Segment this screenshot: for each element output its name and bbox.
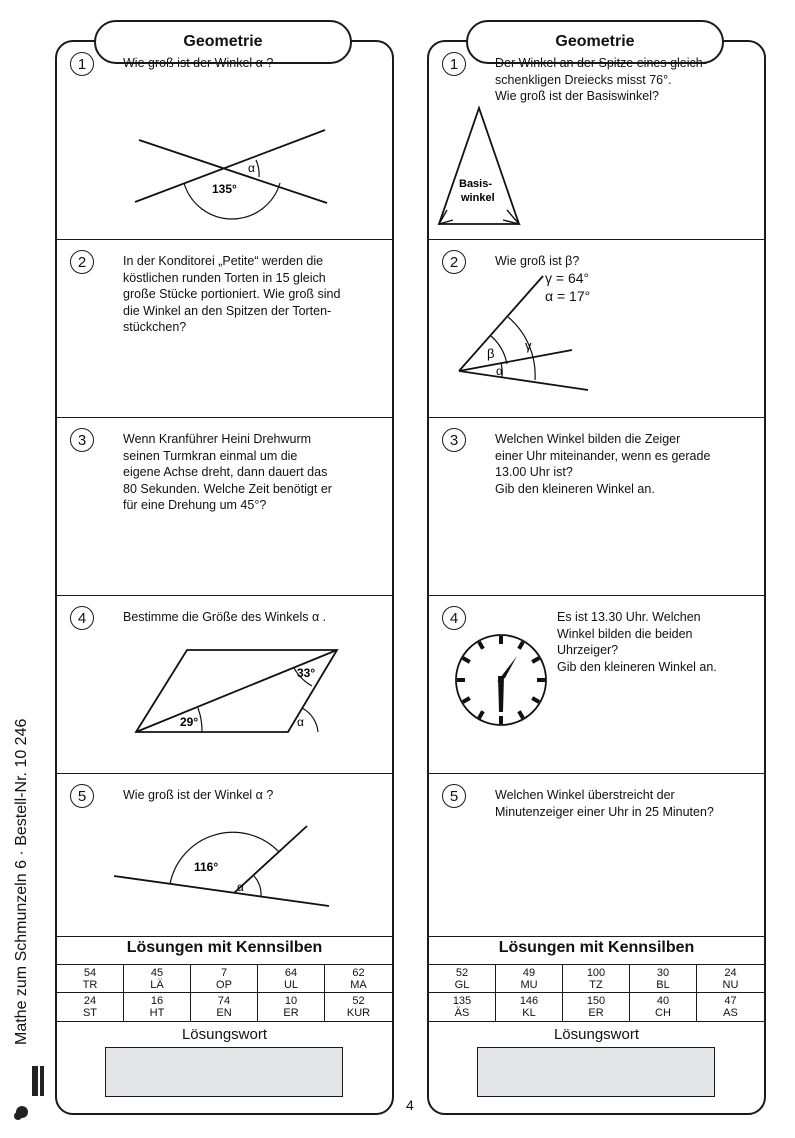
line-angle-figure [109, 818, 339, 918]
solution-cell: 135 ÄS [429, 993, 496, 1021]
solution-cell: 100 TZ [563, 965, 630, 993]
solution-cell: 24 ST [57, 993, 124, 1021]
angle-label-alpha: α [237, 880, 244, 894]
solution-word-box[interactable] [477, 1047, 715, 1097]
task-3 [429, 418, 764, 596]
solution-word-box[interactable] [105, 1047, 343, 1097]
solution-cell: 16 HT [124, 993, 191, 1021]
task-number: 3 [442, 428, 466, 452]
angle-label-135: 135° [212, 182, 237, 196]
clock-figure [453, 632, 549, 728]
task-question: Der Winkel an der Spitze eines gleich- schenkligen Dreiecks misst 76°. Wie groß ist der Basiswinkel? [495, 56, 707, 103]
triangle-label-line2: winkel [461, 192, 495, 204]
solution-cell: 150 ER [563, 993, 630, 1021]
task-number: 1 [442, 52, 466, 76]
task-4 [429, 596, 764, 774]
angle-label-gamma: γ [525, 338, 532, 353]
task-1 [429, 42, 764, 240]
given-alpha: α = 17° [545, 288, 591, 304]
solution-cell: 49 MU [496, 965, 563, 993]
task-number: 1 [70, 52, 94, 76]
angle-label-beta: β [487, 346, 495, 361]
intersecting-lines-figure [127, 120, 337, 220]
page-number: 4 [406, 1097, 414, 1113]
card-title: Geometrie [466, 20, 724, 64]
task-5 [429, 774, 764, 937]
solutions-title: Lösungen mit Kennsilben [126, 939, 323, 956]
angle-label-alpha: α [248, 161, 255, 175]
task-question: Wie groß ist der Winkel α ? [123, 56, 274, 70]
task-question: Wenn Kranführer Heini Drehwurm seinen Turmkran einmal um die eigene Achse dreht, dann dauert das 80 Sekunden. Welche Zeit benötigt er für eine Drehung um 45°? [123, 432, 332, 512]
solution-cell: 40 CH [630, 993, 697, 1021]
angle-label-116: 116° [194, 860, 219, 874]
given-gamma: γ = 64° [545, 270, 590, 286]
task-5 [57, 774, 392, 937]
angle-label-alpha: α [297, 715, 304, 729]
solution-cell: 52 KUR [346, 995, 371, 1019]
angle-label-29: 29° [180, 715, 199, 729]
task-2 [429, 240, 764, 418]
task-question: Welchen Winkel überstreicht der Minutenzeiger einer Uhr in 25 Minuten? [495, 788, 714, 819]
task-number: 4 [442, 606, 466, 630]
solution-cell: 54 TR [57, 965, 124, 993]
parallelogram-figure [132, 644, 342, 744]
publisher-logo [12, 1060, 52, 1122]
worksheet-card-left [55, 33, 394, 1115]
task-4 [57, 596, 392, 774]
task-question: Bestimme die Größe des Winkels α . [123, 610, 327, 624]
task-number: 4 [70, 606, 94, 630]
solutions-table [57, 964, 392, 1022]
solution-cell: 64 UL [258, 965, 325, 993]
task-question: Welchen Winkel bilden die Zeiger einer Uhr miteinander, wenn es gerade 13.00 Uhr ist? Gib den kleineren Winkel an. [495, 432, 711, 496]
solution-cell: 47 AS [723, 995, 738, 1019]
solution-cell: 52 GL [429, 965, 496, 993]
card-title: Geometrie [94, 20, 352, 64]
solution-cell: 62 MA [325, 965, 392, 993]
solution-word-label: Lösungswort [181, 1026, 268, 1043]
task-question: Wie groß ist β? [495, 254, 580, 268]
solutions-table [429, 964, 764, 1022]
angle-label-33: 33° [297, 666, 316, 680]
task-number: 5 [442, 784, 466, 808]
task-number: 2 [442, 250, 466, 274]
solution-word-label: Lösungswort [553, 1026, 640, 1043]
task-question: In der Konditorei „Petite“ werden die köstlichen runden Torten in 15 gleich große Stücke portioniert. Wie groß sind die Winkel an den Spitzen der Torten- stückchen? [123, 254, 341, 334]
solution-cell: 24 NU [697, 965, 764, 993]
solution-cell: 146 KL [496, 993, 563, 1021]
task-question: Wie groß ist der Winkel α ? [123, 788, 274, 802]
task-question: Es ist 13.30 Uhr. Welchen Winkel bilden die beiden Uhrzeiger? Gib den kleineren Winkel an. [557, 610, 717, 674]
angles-figure [455, 270, 595, 395]
worksheet-card-right [427, 33, 766, 1115]
task-3 [57, 418, 392, 596]
task-number: 2 [70, 250, 94, 274]
task-number: 5 [70, 784, 94, 808]
solutions-title: Lösungen mit Kennsilben [498, 939, 695, 956]
solution-cell: 7 OP [191, 965, 258, 993]
solution-cell: 45 LÄ [124, 965, 191, 993]
solution-cell: 30 BL [630, 965, 697, 993]
angle-label-alpha: α [496, 364, 503, 378]
triangle-label-line1: Basis- [459, 178, 493, 190]
task-number: 3 [70, 428, 94, 452]
side-order-text: Mathe zum Schmunzeln 6 · Bestell-Nr. 10 246 [13, 718, 30, 1045]
solution-cell: 74 EN [191, 993, 258, 1021]
isosceles-triangle-figure [435, 104, 525, 229]
solution-cell: 10 ER [258, 993, 325, 1021]
task-1 [57, 42, 392, 240]
task-2 [57, 240, 392, 418]
